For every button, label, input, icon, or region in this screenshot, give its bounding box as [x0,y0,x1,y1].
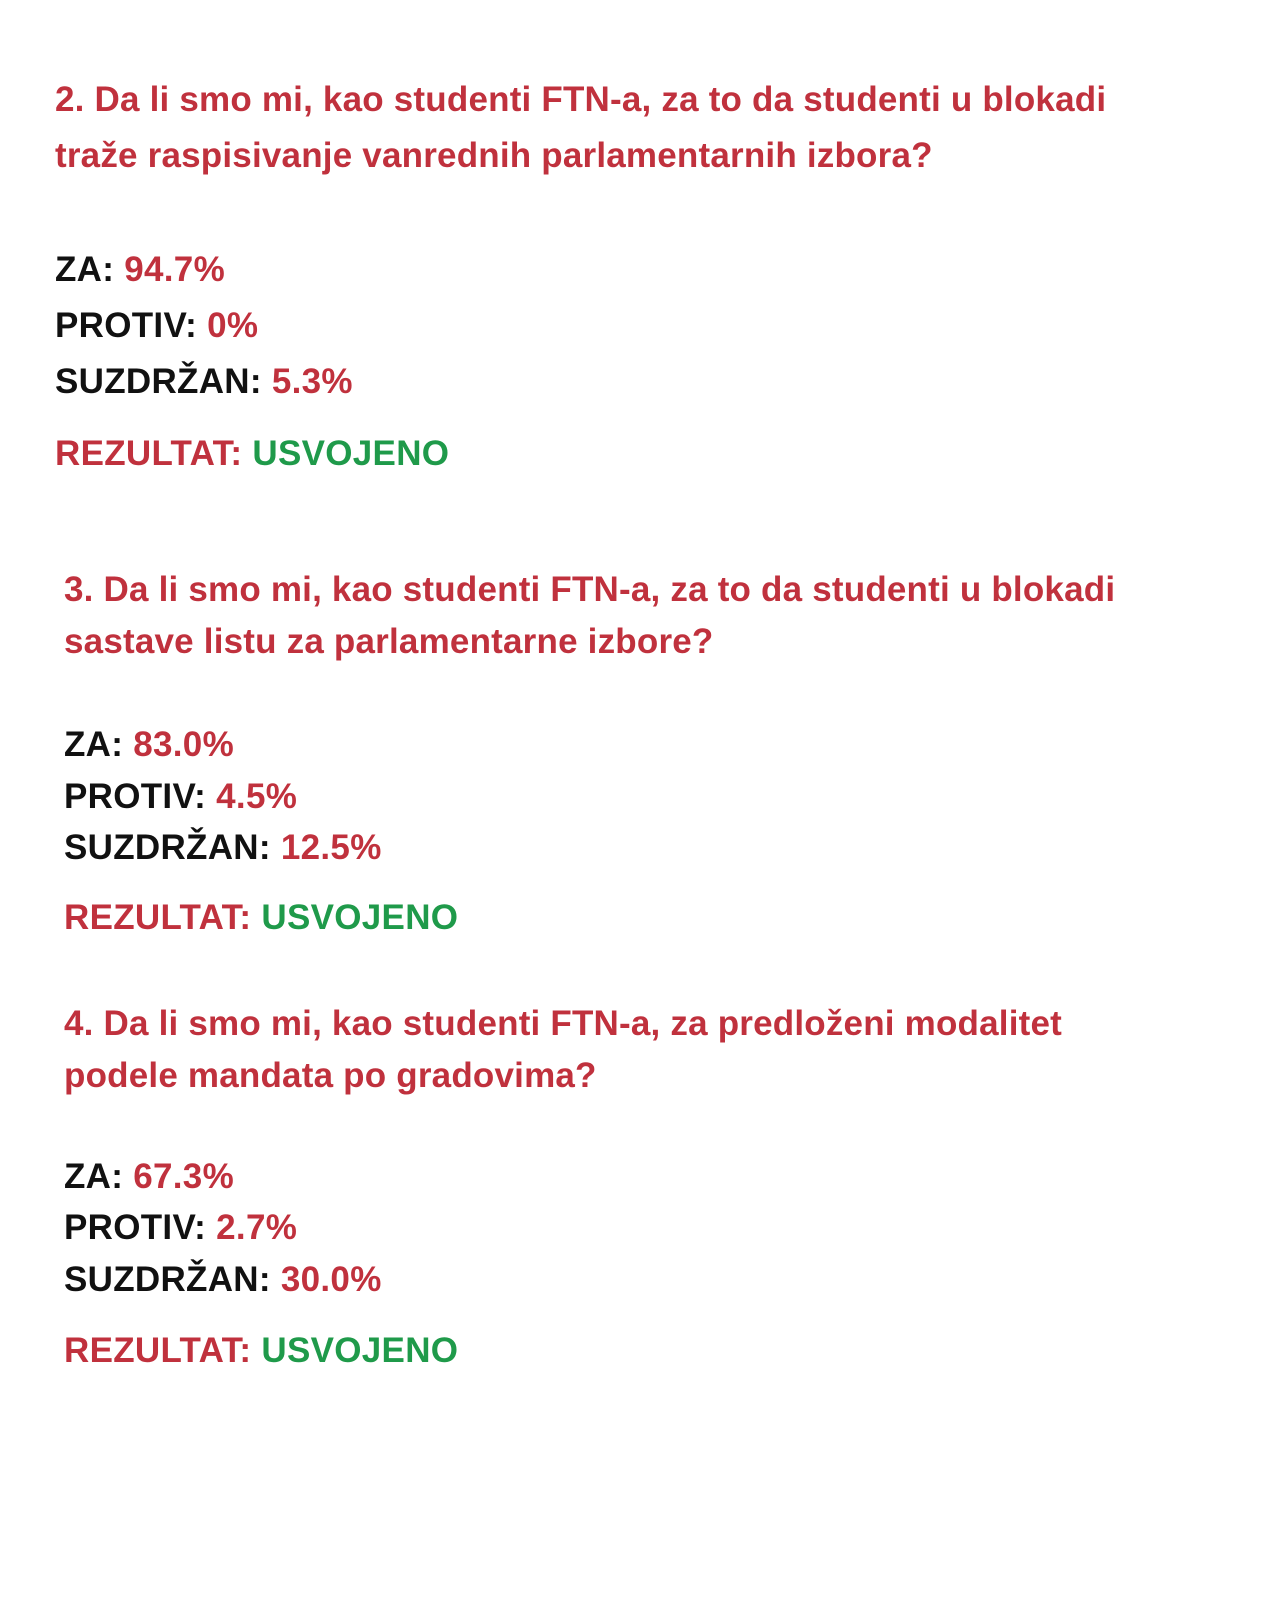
vote-row-protiv [55,306,258,346]
question-line: traže raspisivanje vanrednih parlamentarnih izbora? [55,136,933,175]
vote-value: 83.0% [133,725,234,764]
vote-label: PROTIV: [64,777,207,816]
vote-label: PROTIV: [64,1208,207,1247]
vote-row-za [55,250,225,290]
vote-value: 4.5% [216,777,298,816]
result-label: REZULTAT: [55,434,243,473]
question-line: 2. Da li smo mi, kao studenti FTN-a, za to da studenti u blokadi [55,80,1107,119]
vote-row-za [64,1157,234,1197]
vote-value: 5.3% [271,362,353,401]
vote-value: 0% [207,306,259,345]
vote-row-protiv [64,1208,297,1248]
vote-label: ZA: [64,725,124,764]
result-row [55,434,449,474]
vote-row-suzdrzan [55,362,353,402]
question-line: podele mandata po gradovima? [64,1056,597,1095]
vote-value: 94.7% [124,250,225,289]
vote-label: SUZDRŽAN: [64,1260,271,1299]
vote-row-za [64,725,234,765]
question-line: 3. Da li smo mi, kao studenti FTN-a, za to da studenti u blokadi [64,570,1116,609]
vote-row-suzdrzan [64,828,382,868]
result-value: USVOJENO [261,898,459,937]
result-label: REZULTAT: [64,898,252,937]
vote-value: 2.7% [216,1208,298,1247]
result-value: USVOJENO [252,434,450,473]
question-line: sastave listu za parlamentarne izbore? [64,622,714,661]
vote-row-protiv [64,777,297,817]
vote-value: 12.5% [280,828,382,867]
vote-label: SUZDRŽAN: [64,828,271,867]
vote-value: 67.3% [133,1157,234,1196]
vote-label: PROTIV: [55,306,198,345]
result-label: REZULTAT: [64,1331,252,1370]
result-row [64,898,458,938]
vote-label: SUZDRŽAN: [55,362,262,401]
question-line: 4. Da li smo mi, kao studenti FTN-a, za predloženi modalitet [64,1004,1062,1043]
vote-row-suzdrzan [64,1260,382,1300]
result-row [64,1331,458,1371]
vote-label: ZA: [64,1157,124,1196]
vote-value: 30.0% [280,1260,382,1299]
result-value: USVOJENO [261,1331,459,1370]
vote-label: ZA: [55,250,115,289]
